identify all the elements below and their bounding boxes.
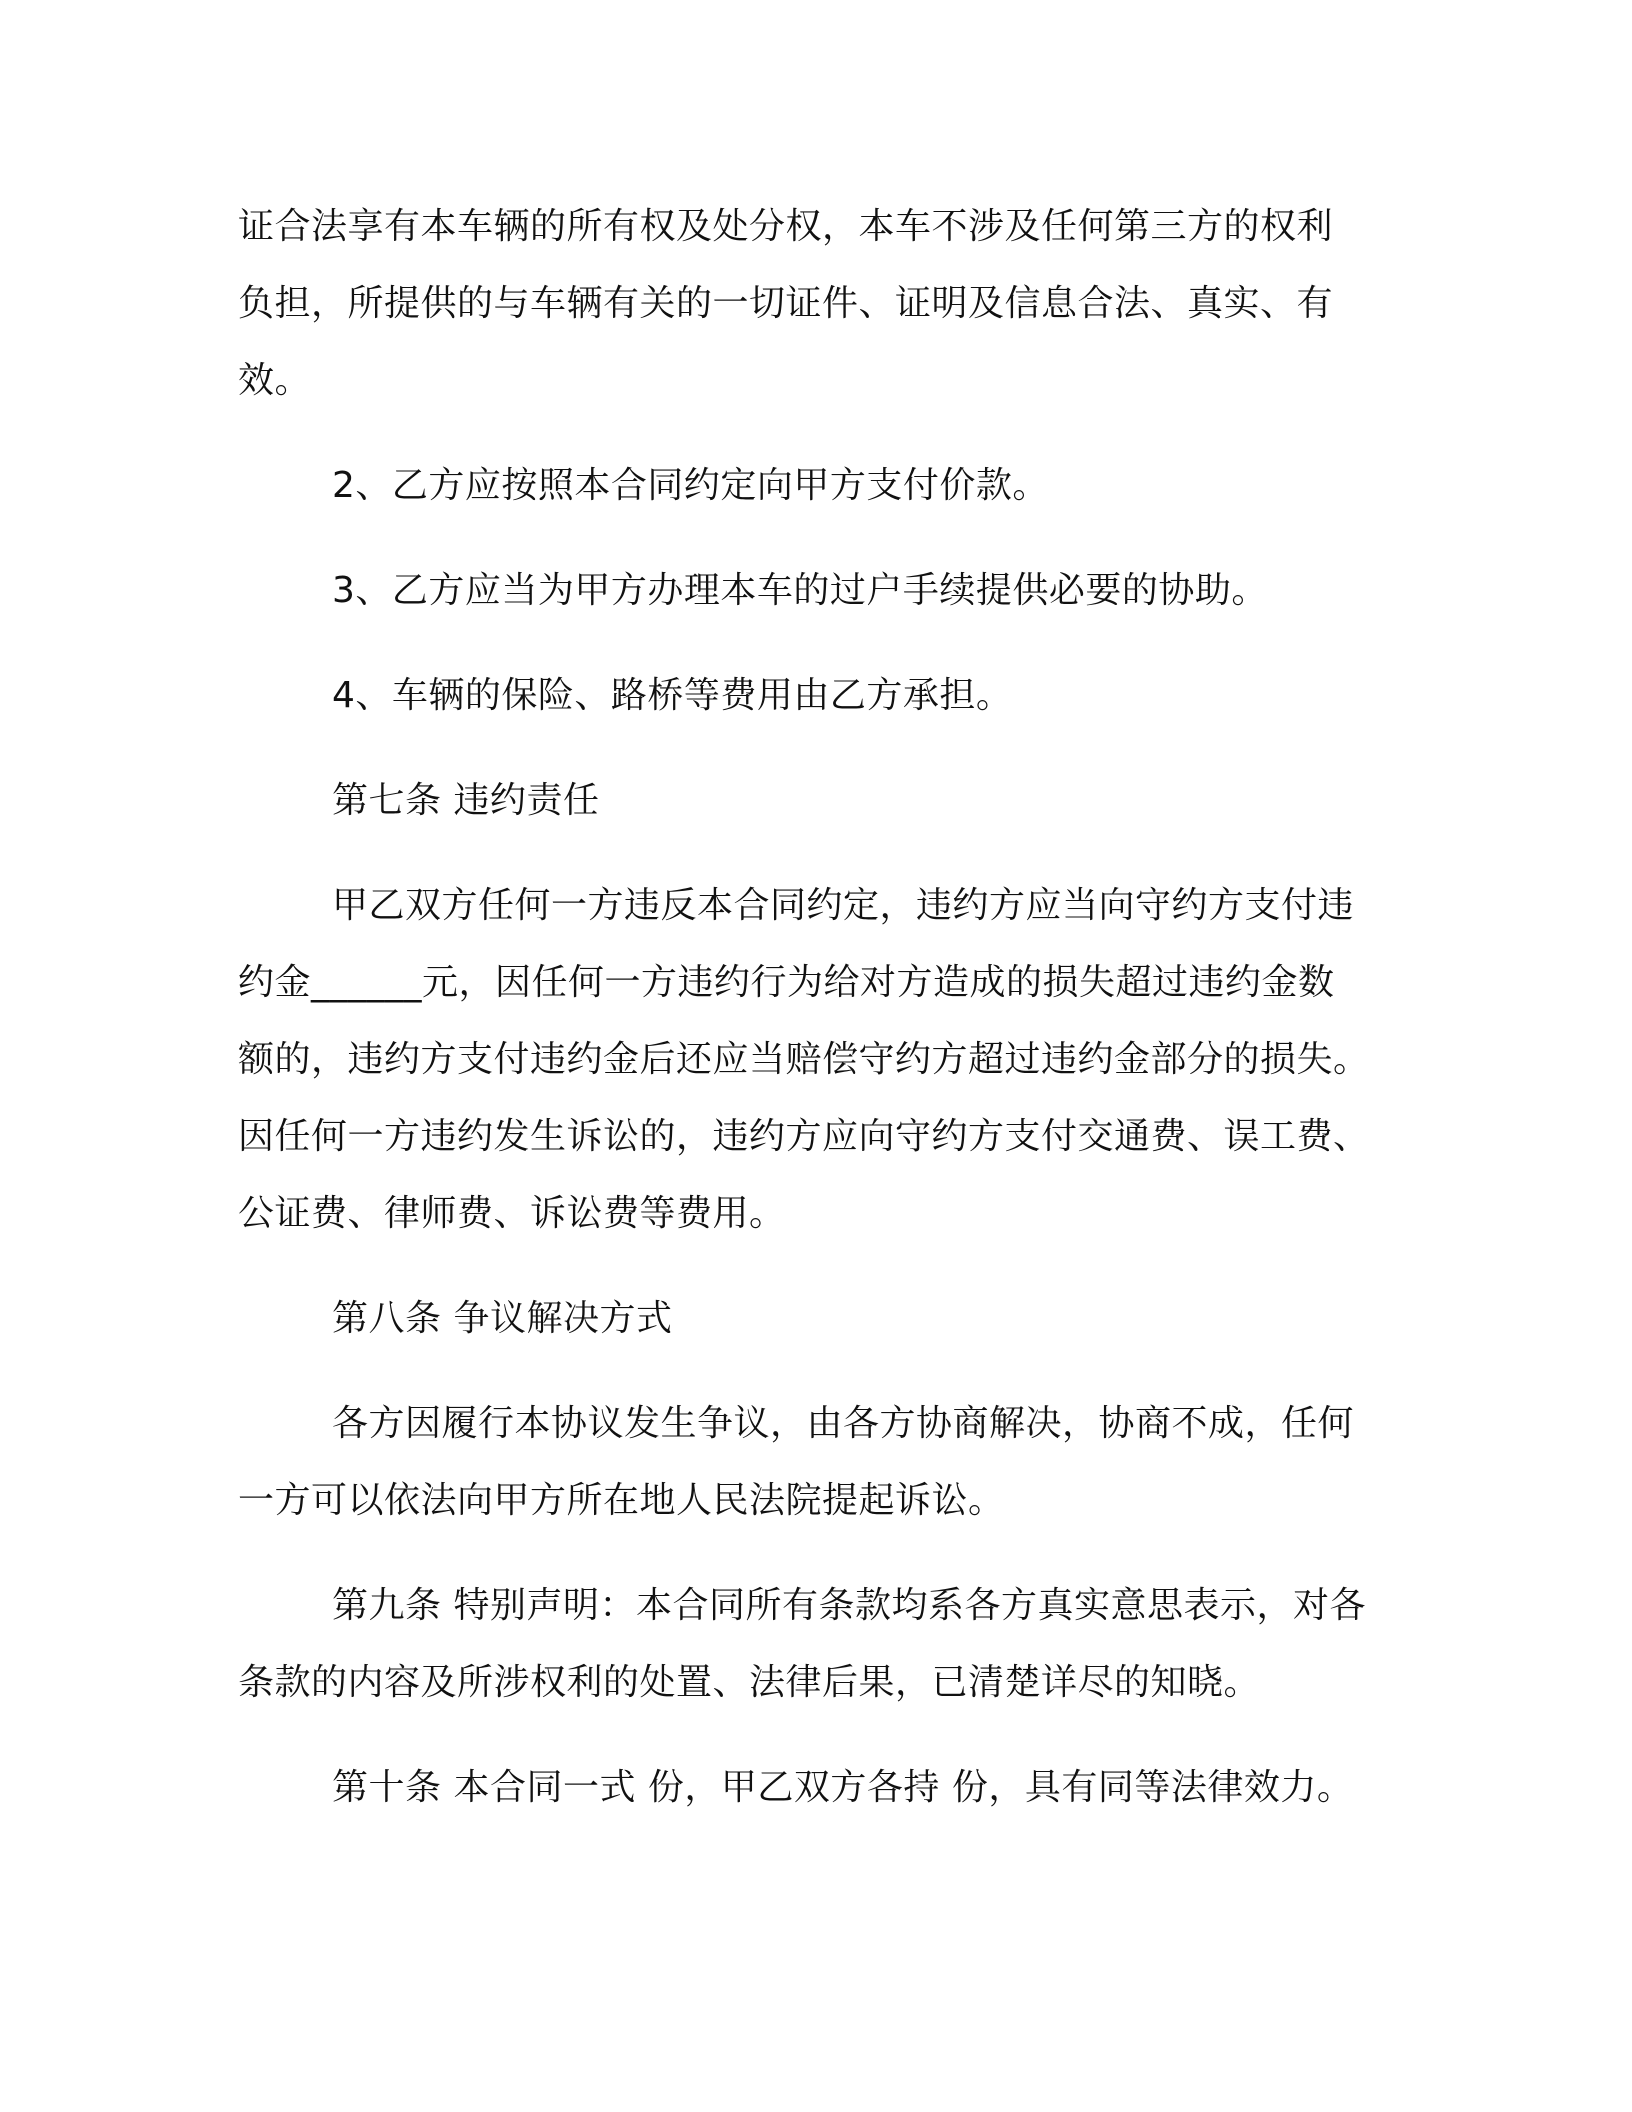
text-line: 第十条 本合同一式 份，甲乙双方各持 份，具有同等法律效力。 — [332, 1767, 1354, 1808]
text-line: 公证费、律师费、诉讼费等费用。 — [238, 1193, 786, 1234]
text-line: 各方因履行本协议发生争议，由各方协商解决，协商不成，任何 — [332, 1403, 1355, 1444]
text-line: 证合法享有本车辆的所有权及处分权，本车不涉及任何第三方的权利 — [238, 206, 1334, 247]
paragraph-article-8-body — [238, 1385, 1394, 1539]
text-line: 3、乙方应当为甲方办理本车的过户手续提供必要的协助。 — [332, 570, 1268, 611]
heading-article-7 — [238, 762, 1394, 839]
text-line: 额的，违约方支付违约金后还应当赔偿守约方超过违约金部分的损失。 — [238, 1039, 1370, 1080]
text-line: 4、车辆的保险、路桥等费用由乙方承担。 — [332, 675, 1013, 716]
text-line: 2、乙方应按照本合同约定向甲方支付价款。 — [332, 465, 1049, 506]
paragraph-article-7-body — [238, 867, 1394, 1252]
paragraph-item-3 — [238, 552, 1394, 629]
text-line: 一方可以依法向甲方所在地人民法院提起诉讼。 — [238, 1480, 1005, 1521]
heading-article-8 — [238, 1280, 1394, 1357]
document-body — [238, 188, 1394, 1826]
text-line: 条款的内容及所涉权利的处置、法律后果，已清楚详尽的知晓。 — [238, 1662, 1261, 1703]
text-line: 负担，所提供的与车辆有关的一切证件、证明及信息合法、真实、有 — [238, 283, 1334, 324]
text-line: 甲乙双方任何一方违反本合同约定，违约方应当向守约方支付违 — [332, 885, 1355, 926]
text-line: 效。 — [238, 360, 312, 401]
paragraph-article-10 — [238, 1749, 1394, 1826]
paragraph-item-4 — [238, 657, 1394, 734]
text-line: 因任何一方违约发生诉讼的，违约方应向守约方支付交通费、误工费、 — [238, 1116, 1370, 1157]
text-line: 第九条 特别声明：本合同所有条款均系各方真实意思表示，对各 — [332, 1585, 1366, 1626]
paragraph-article-9 — [238, 1567, 1394, 1721]
section-heading: 第八条 争议解决方式 — [332, 1298, 673, 1339]
text-line: 约金______元，因任何一方违约行为给对方造成的损失超过违约金数 — [238, 962, 1335, 1003]
section-heading: 第七条 违约责任 — [332, 780, 600, 821]
paragraph-item-2 — [238, 447, 1394, 524]
paragraph-seller-guarantee — [238, 188, 1394, 419]
